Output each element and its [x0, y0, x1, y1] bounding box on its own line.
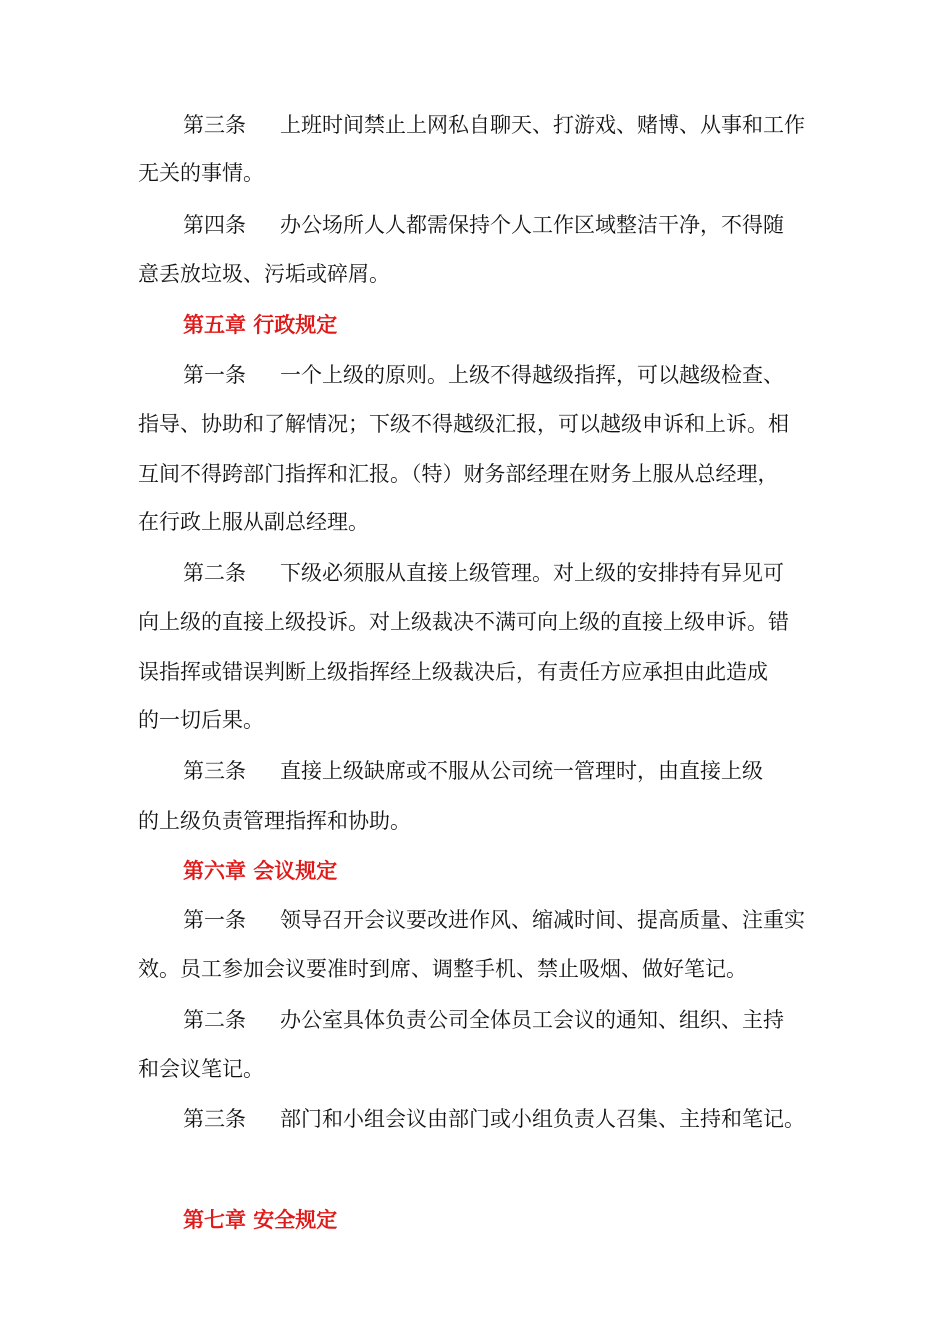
article-label: 第一条	[183, 363, 246, 387]
text-line: 无关的事情。	[138, 161, 264, 185]
article-text: 领导召开会议要改进作风、缩减时间、提高质量、注重实	[280, 908, 805, 932]
article-line	[183, 1104, 805, 1134]
text-line: 效。员工参加会议要准时到席、调整手机、禁止吸烟、做好笔记。	[138, 957, 747, 981]
article-line	[183, 210, 784, 240]
article-text: 直接上级缺席或不服从公司统一管理时，由直接上级	[280, 759, 763, 783]
article-text: 下级必须服从直接上级管理。对上级的安排持有异见可	[280, 561, 784, 585]
article-label: 第二条	[183, 1008, 246, 1032]
article-text: 办公场所人人都需保持个人工作区域整洁干净，不得随	[280, 213, 784, 237]
article-label: 第四条	[183, 213, 246, 237]
chapter-heading: 第七章 安全规定	[183, 1207, 338, 1232]
article-label: 第二条	[183, 561, 246, 585]
text-line: 和会议笔记。	[138, 1057, 264, 1081]
text-line: 在行政上服从副总经理。	[138, 510, 369, 534]
text-line: 的上级负责管理指挥和协助。	[138, 809, 411, 833]
article-label: 第一条	[183, 908, 246, 932]
text-line: 互间不得跨部门指挥和汇报。（特）财务部经理在财务上服从总经理，	[138, 462, 779, 486]
article-text: 部门和小组会议由部门或小组负责人召集、主持和笔记。	[280, 1107, 805, 1131]
article-line	[183, 110, 805, 140]
article-text: 上班时间禁止上网私自聊天、打游戏、赌博、从事和工作	[280, 113, 805, 137]
chapter-heading: 第六章 会议规定	[183, 858, 338, 883]
article-line	[183, 905, 805, 935]
article-label: 第三条	[183, 113, 246, 137]
text-line: 误指挥或错误判断上级指挥经上级裁决后，有责任方应承担由此造成	[138, 660, 768, 684]
article-line	[183, 558, 784, 588]
text-line: 指导、协助和了解情况；下级不得越级汇报，可以越级申诉和上诉。相	[138, 412, 789, 436]
article-label: 第三条	[183, 759, 246, 783]
article-line	[183, 756, 763, 786]
text-line: 向上级的直接上级投诉。对上级裁决不满可向上级的直接上级申诉。错	[138, 610, 789, 634]
article-text: 办公室具体负责公司全体员工会议的通知、组织、主持	[280, 1008, 784, 1032]
article-text: 一个上级的原则。上级不得越级指挥，可以越级检查、	[280, 363, 784, 387]
text-line: 意丢放垃圾、污垢或碎屑。	[138, 262, 390, 286]
article-line	[183, 1005, 784, 1035]
article-label: 第三条	[183, 1107, 246, 1131]
chapter-heading: 第五章 行政规定	[183, 312, 338, 337]
article-line	[183, 360, 784, 390]
text-line: 的一切后果。	[138, 708, 264, 732]
